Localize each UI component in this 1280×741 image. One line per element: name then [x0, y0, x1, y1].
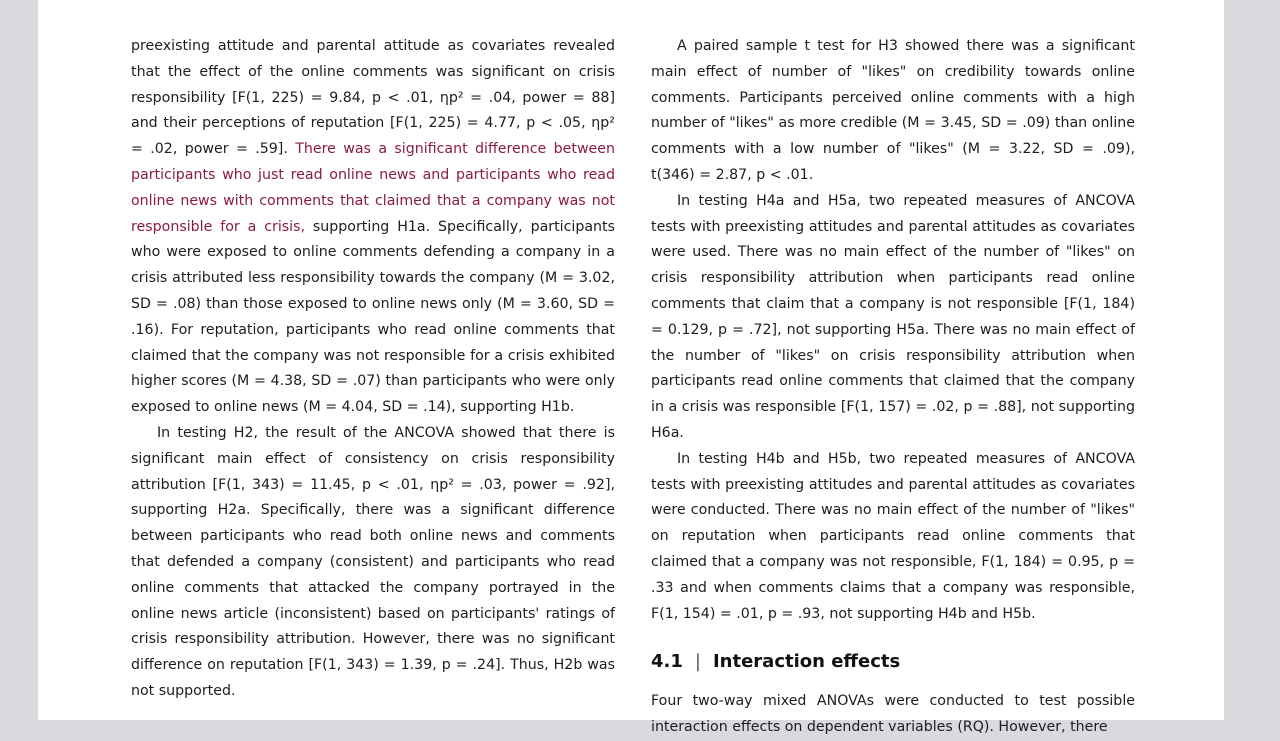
paragraph-h4b-h5b-results: In testing H4b and H5b, two repeated measures of ANCOVA tests with preexisting attitudes and parental attitudes as covariates were conducted. There was no main effect of the number of "likes" on reputation when participants read online comments that claimed that a company was not responsible, F(1, 184) = 0.95, p = .33 and when comments claims that a company was responsible, F(1, 154) = .01, p = .93, not supporting H4b and H5b. [651, 450, 1135, 622]
section-separator: | [694, 651, 701, 673]
highlighted-text[interactable]: There was a significant difference between participants who just read online news and participants who read online news with comments that claimed that a company was not responsible for a crisis, [131, 141, 615, 235]
paragraph-text: supporting H1a. Specifically, participants who were exposed to online comments defending a company in a crisis attributed less responsibility towards the company (M = 3.02, SD = .08) than those exposed to online news only (M = 3.60, SD = .16). For reputation, participants who read online comments that claimed that the company was not responsible for a crisis exhibited higher scores (M = 4.38, SD = .07) than participants who were only exposed to online news (M = 4.04, SD = .14), supporting H1b. [131, 218, 616, 416]
section-number: 4.1 [651, 651, 683, 673]
section-title: Interaction effects [712, 651, 901, 673]
paragraph-h2-results: In testing H2, the result of the ANCOVA showed that there is significant main effect of consistency on crisis responsibility attribution [F(1, 343) = 11.45, p < .01, ηp² = .03, power = .92], supporting H2a. Specifically, there was a significant difference between participants who read both online news and comments that defended a company (consistent) and participants who read online comments that attacked the company portrayed in the online news article (inconsistent) based on participants' ratings of crisis responsibility attribution. However, there was no significant difference on reputation [F(1, 343) = 1.39, p = .24]. Thus, H2b was not supported. [131, 424, 615, 699]
right-column [651, 34, 1135, 741]
section-heading [651, 651, 1135, 673]
paragraph-interaction-effects: Four two-way mixed ANOVAs were conducted to test possible interaction effects on dependent variables (RQ). However, there [651, 693, 1135, 736]
document-page [38, 0, 1224, 736]
paragraph-h4a-h5a-results: In testing H4a and H5a, two repeated measures of ANCOVA tests with preexisting attitudes and parental attitudes as covariates were used. There was no main effect of the number of "likes" on crisis responsibility attribution when participants read online comments that claim that a company is not responsible [F(1, 184) = 0.129, p = .72], not supporting H5a. There was no main effect of the number of "likes" on crisis responsibility attribution when participants read online comments that claimed that the company in a crisis was responsible [F(1, 157) = .02, p = .88], not supporting H6a. [651, 192, 1135, 441]
paragraph-h3-results: A paired sample t test for H3 showed there was a significant main effect of number of "likes" on credibility towards online comments. Participants perceived online comments with a high number of "likes" as more credible (M = 3.45, SD = .09) than online comments with a low number of "likes" (M = 3.22, SD = .09), t(346) = 2.87, p < .01. [651, 38, 1135, 183]
paragraph-h1-results [131, 34, 615, 421]
paragraph-text: preexisting attitude and parental attitude as covariates revealed that the effect of the online comments was significant on crisis responsibility [F(1, 225) = 9.84, p < .01, ηp² = .04, power = 88] and their perceptions of reputation [F(1, 225) = 4.77, p < .05, ηp² = .02, power = .59]. [131, 38, 615, 158]
left-column [131, 34, 615, 705]
